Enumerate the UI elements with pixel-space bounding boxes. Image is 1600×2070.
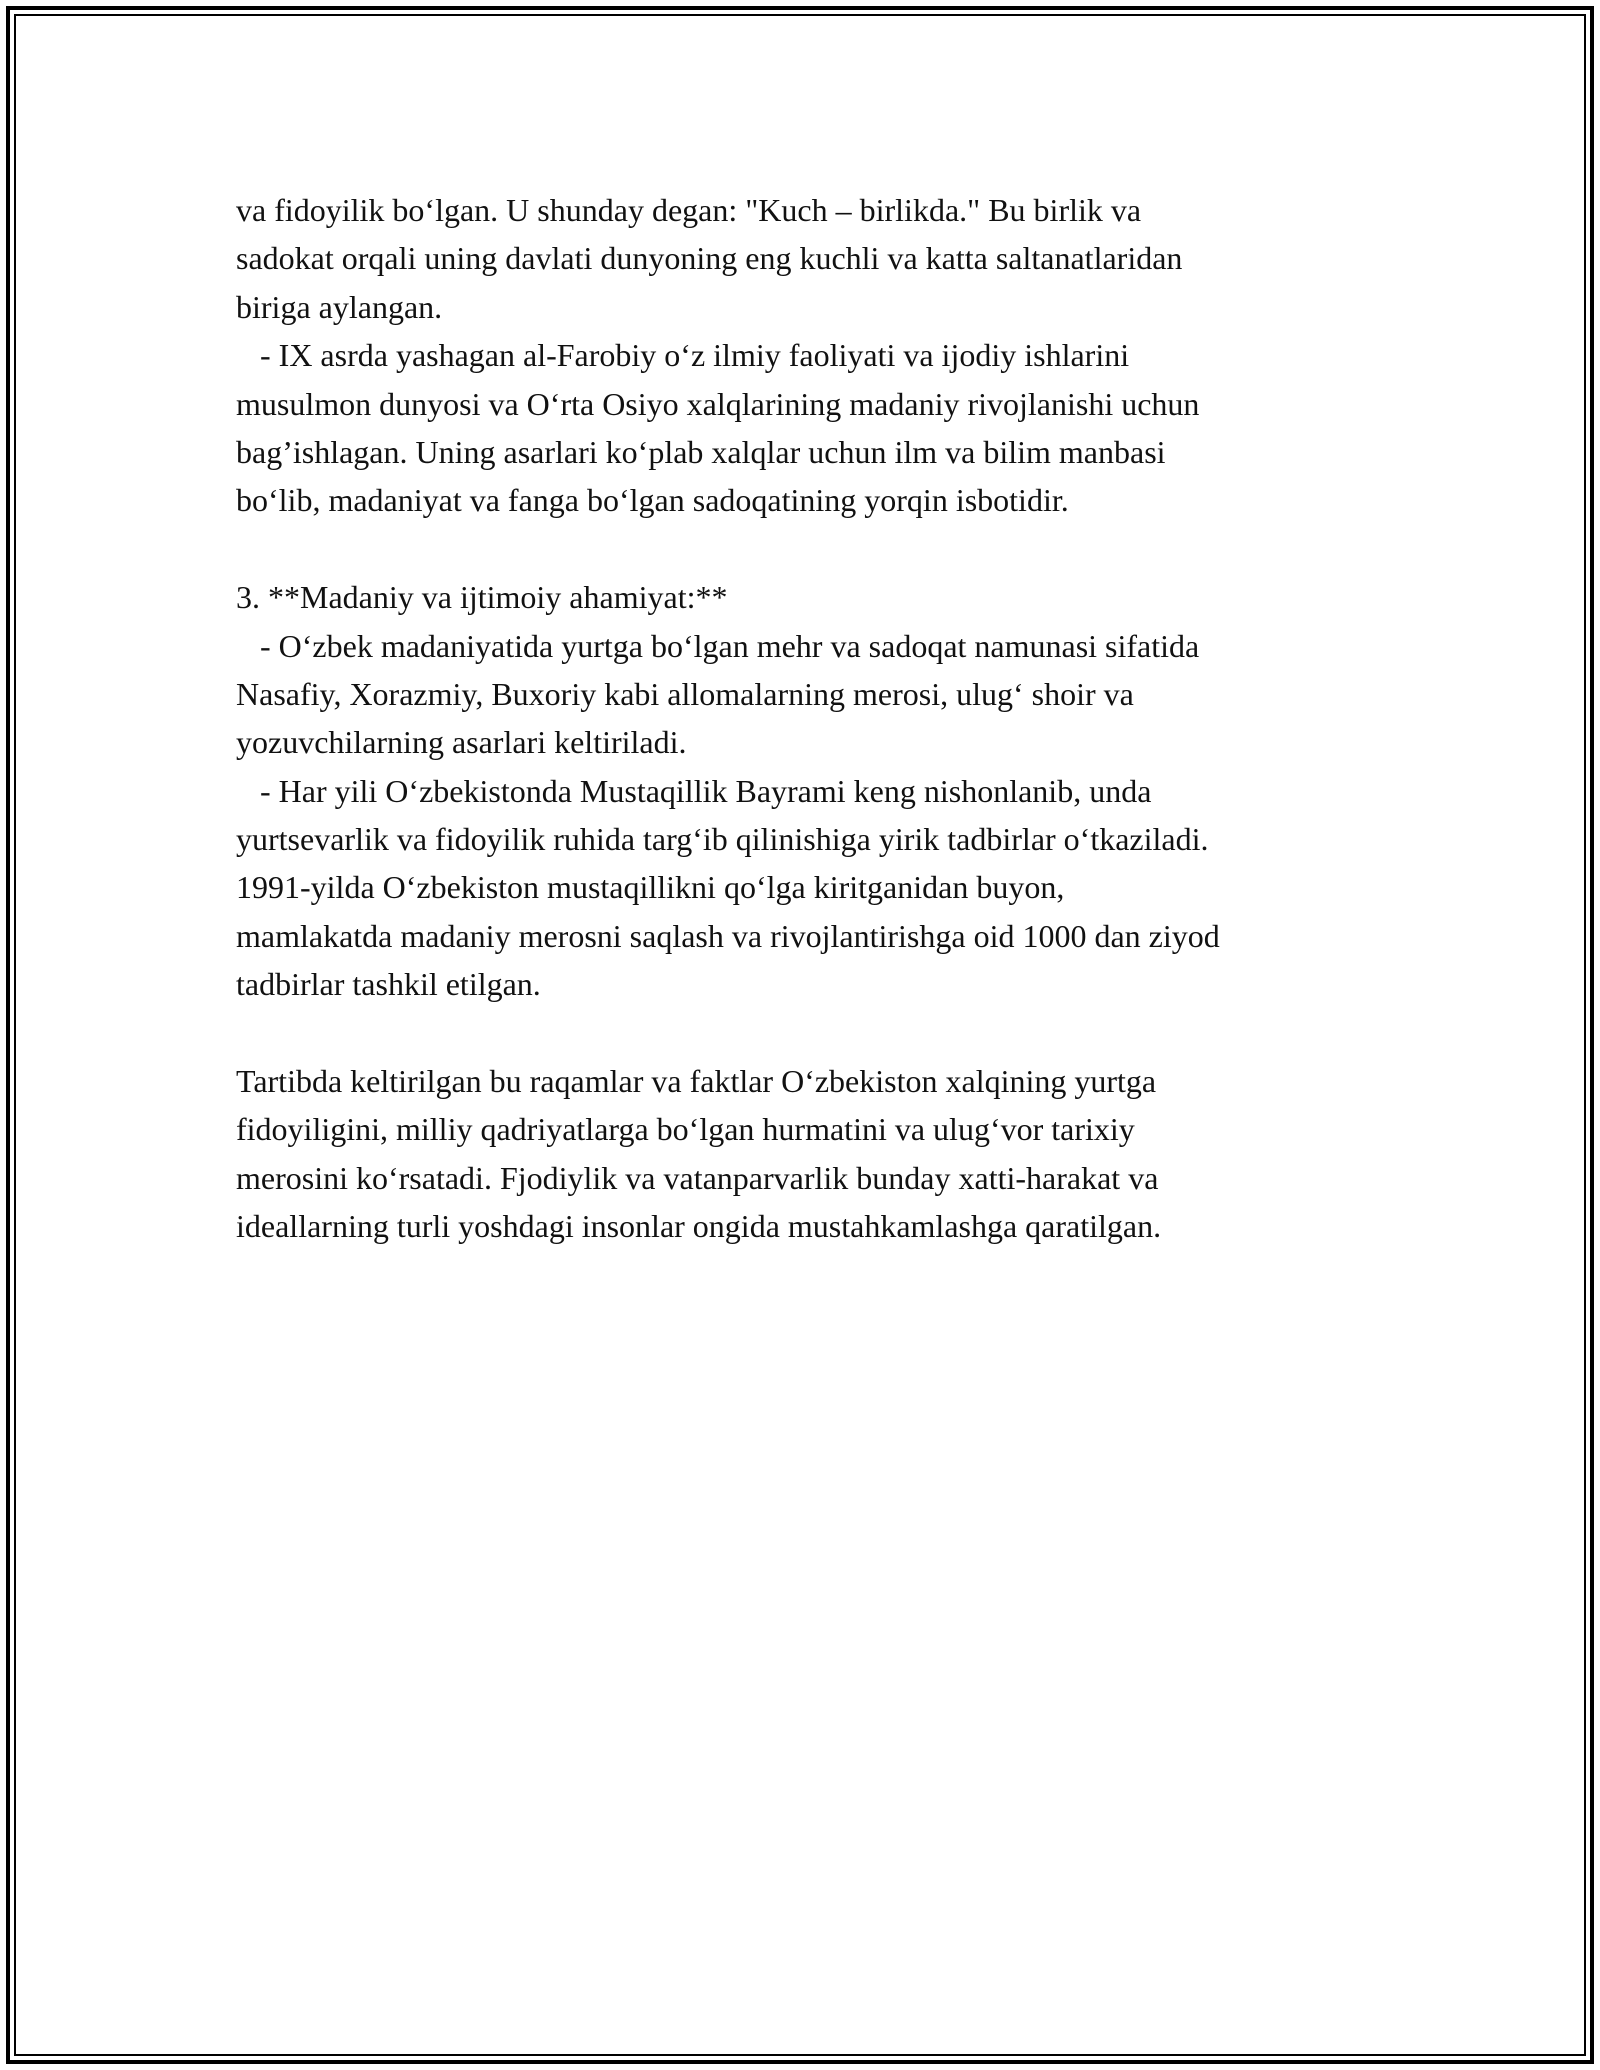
- text-line: sadokat orqali uning davlati dunyoning eng kuchli va katta saltanatlaridan: [236, 240, 1183, 277]
- text-line: Nasafiy, Xorazmiy, Buxoriy kabi allomalarning merosi, ulug‘ shoir va: [236, 675, 1134, 712]
- text-line: yurtsevarlik va fidoyilik ruhida targ‘ib qilinishiga yirik tadbirlar o‘tkaziladi.: [236, 821, 1209, 858]
- conclusion-line: Tartibda keltirilgan bu raqamlar va faktlar O‘zbekiston xalqining yurtga: [236, 1063, 1157, 1100]
- text-line: bag’ishlagan. Uning asarlari ko‘plab xalqlar uchun ilm va bilim manbasi: [236, 433, 1166, 470]
- section-heading: 3. **Madaniy va ijtimoiy ahamiyat:**: [236, 579, 728, 616]
- document-body: [236, 186, 1386, 1251]
- conclusion-line: ideallarning turli yoshdagi insonlar ongida mustahkamlashga qaratilgan.: [236, 1208, 1162, 1245]
- bullet-line: - IX asrda yashagan al-Farobiy o‘z ilmiy faoliyati va ijodiy ishlarini: [236, 337, 1130, 374]
- conclusion-line: fidoyiligini, milliy qadriyatlarga bo‘lgan hurmatini va ulug‘vor tarixiy: [236, 1111, 1135, 1148]
- text-line: biriga aylangan.: [236, 288, 443, 325]
- text-line: 1991-yilda O‘zbekiston mustaqillikni qo‘lga kiritganidan buyon,: [236, 869, 1065, 906]
- text-line: tadbirlar tashkil etilgan.: [236, 966, 541, 1003]
- text-line: mamlakatda madaniy merosni saqlash va rivojlantirishga oid 1000 dan ziyod: [236, 917, 1220, 954]
- text-line: musulmon dunyosi va O‘rta Osiyo xalqlarining madaniy rivojlanishi uchun: [236, 385, 1200, 422]
- text-line: yozuvchilarning asarlari keltiriladi.: [236, 724, 687, 761]
- bullet-line: - Har yili O‘zbekistonda Mustaqillik Bayrami keng nishonlanib, unda: [236, 772, 1152, 809]
- conclusion-line: merosini ko‘rsatadi. Fjodiylik va vatanparvarlik bunday xatti-harakat va: [236, 1159, 1159, 1196]
- paragraph-gap: [236, 525, 1386, 573]
- text-line: va fidoyilik bo‘lgan. U shunday degan: "Kuch – birlikda." Bu birlik va: [236, 192, 1142, 228]
- text-line: bo‘lib, madaniyat va fanga bo‘lgan sadoqatining yorqin isbotidir.: [236, 482, 1069, 519]
- bullet-line: - O‘zbek madaniyatida yurtga bo‘lgan mehr va sadoqat namunasi sifatida: [236, 627, 1200, 664]
- paragraph-gap: [236, 1009, 1386, 1057]
